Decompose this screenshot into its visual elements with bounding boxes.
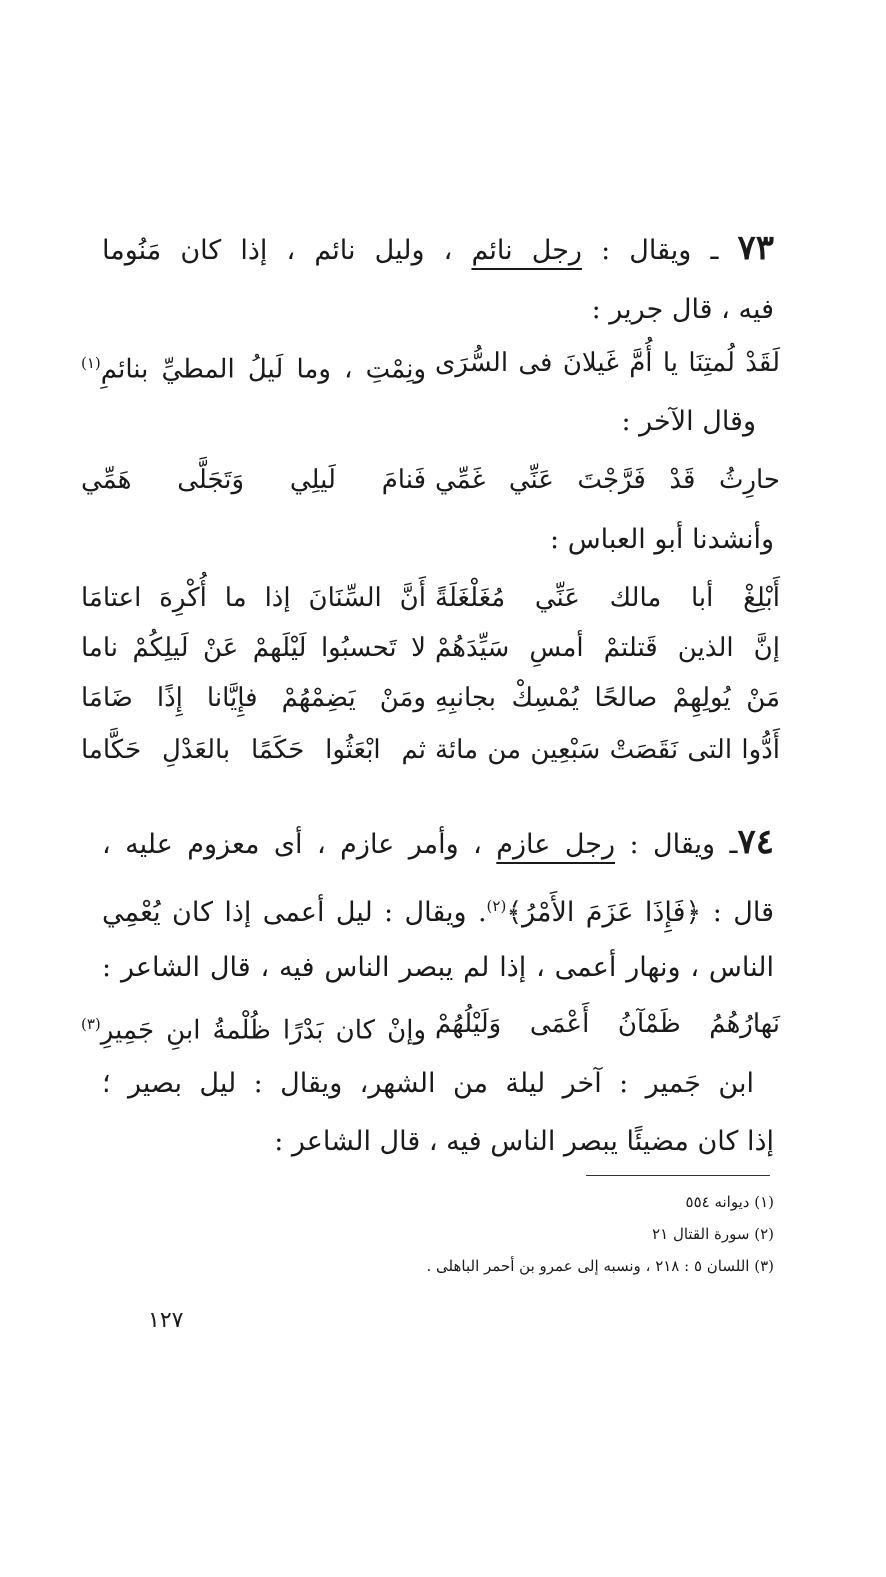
entry-73-term: رجل نائم bbox=[471, 235, 582, 266]
footnote-ref-1: (١) bbox=[81, 354, 101, 372]
verse-1-hemistich-1: لَقَدْ لُمتِنَا يا أُمَّ غَيلانَ فى السُّرَى bbox=[435, 348, 780, 378]
entry-74-line-3: الناس ، ونهار أعمى ، إذا لم يبصر الناس فيه ، قال الشاعر : bbox=[102, 952, 774, 983]
entry-74-line-4: ابن جَمير : آخر ليلة من الشهر، ويقال : ليل بصير ؛ bbox=[102, 1068, 754, 1099]
entry-74-line-2 bbox=[102, 886, 774, 933]
footnote-1: (١) ديوانه ٥٥٤ bbox=[685, 1193, 774, 1211]
verse-3c-hemistich-2: ومَنْ يَضِمْهُمْ فإِيَّانا إِذًا ضَامَا bbox=[81, 683, 426, 713]
intro-2: وقال الآخر : bbox=[621, 406, 756, 437]
verse-2-hemistich-2: فَنامَ لَيلِي وَتَجَلَّى هَمِّي bbox=[81, 465, 426, 495]
verse-2-hemistich-1: حارِثُ قَدْ فَرَّجْتَ عَنِّي غَمِّي bbox=[435, 465, 780, 495]
footnote-ref-2: (٢) bbox=[486, 897, 507, 915]
entry-74-line-1 bbox=[102, 822, 774, 865]
entry-74-lead: ـ ويقال : bbox=[615, 829, 738, 860]
verse-3d-hemistich-1: أَدُّوا التى نَقَصَتْ سَبْعِين من مائة bbox=[435, 735, 780, 765]
intro-3: وأنشدنا أبو العباس : bbox=[550, 524, 774, 555]
entry-74-number: ٧٤ bbox=[737, 822, 774, 862]
quran-quote: قال : ﴿فَإِذَا عَزَمَ الأَمْرُ﴾ bbox=[506, 897, 774, 928]
entry-73-line-2: فيه ، قال جرير : bbox=[591, 294, 774, 325]
verse-3c-hemistich-1: مَنْ يُولِهِمْ صالحًا يُمْسِكْ بجانبِهِ bbox=[435, 683, 780, 713]
page-number: ١٢٧ bbox=[148, 1308, 184, 1333]
entry-73-line-1 bbox=[102, 228, 774, 271]
entry-74-line-2-rest: . ويقال : ليل أعمى إذا كان يُعْمِي bbox=[102, 897, 487, 928]
footnote-3: (٣) اللسان ٥ : ٢١٨ ، ونسبه إلى عمرو بن أحمر الباهلى . bbox=[426, 1257, 774, 1275]
entry-74-term: رجل عازم bbox=[496, 829, 616, 860]
verse-3b-hemistich-1: إنَّ الذين قَتلتمْ أمسِ سَيِّدَهُمْ bbox=[435, 633, 780, 663]
entry-73-number: ٧٣ bbox=[737, 228, 774, 268]
verse-3d-hemistich-2: ثم ابْعَثُوا حَكَمًا بالعَدْلِ حَكَّاما bbox=[81, 735, 426, 765]
entry-73-text: ، وليل نائم ، إذا كان مَنُوما bbox=[102, 235, 472, 266]
verse-3b-hemistich-2: لا تَحسبُوا لَيْلَهمْ عَنْ لَيلِكُمْ ناما bbox=[81, 633, 426, 663]
verse-1-hemistich-2-text: ونِمْتِ ، وما لَيلُ المطيِّ بنائمِ bbox=[100, 354, 426, 385]
verse-4-hemistich-2 bbox=[81, 1004, 426, 1051]
footnote-ref-3: (٣) bbox=[81, 1015, 101, 1033]
verse-4-hemistich-1: نَهارُهُمُ ظَمْآنُ أَعْمَى وَلَيْلُهُمْ bbox=[435, 1009, 780, 1039]
footnote-2: (٢) سورة القتال ٢١ bbox=[652, 1225, 774, 1243]
verse-3a-hemistich-2: أَنَّ السِّنَانَ إذا ما أُكْرِهَ اعتامَا bbox=[81, 583, 426, 613]
verse-4-hemistich-2-text: وإنْ كان بَدْرًا ظُلْمةُ ابنِ جَمِيرِ bbox=[100, 1015, 426, 1046]
entry-74-text: ، وأمر عازم ، أى معزوم عليه ، bbox=[102, 829, 497, 860]
entry-73-lead: ـ ويقال : bbox=[581, 235, 738, 266]
verse-1-hemistich-2 bbox=[81, 343, 426, 390]
footnote-separator bbox=[586, 1175, 770, 1176]
verse-3a-hemistich-1: أَبْلِغْ أبا مالك عَنِّي مُغَلْغَلَةً bbox=[435, 583, 780, 613]
entry-74-line-5: إذا كان مضيئًا يبصر الناس فيه ، قال الشاعر : bbox=[274, 1126, 774, 1157]
